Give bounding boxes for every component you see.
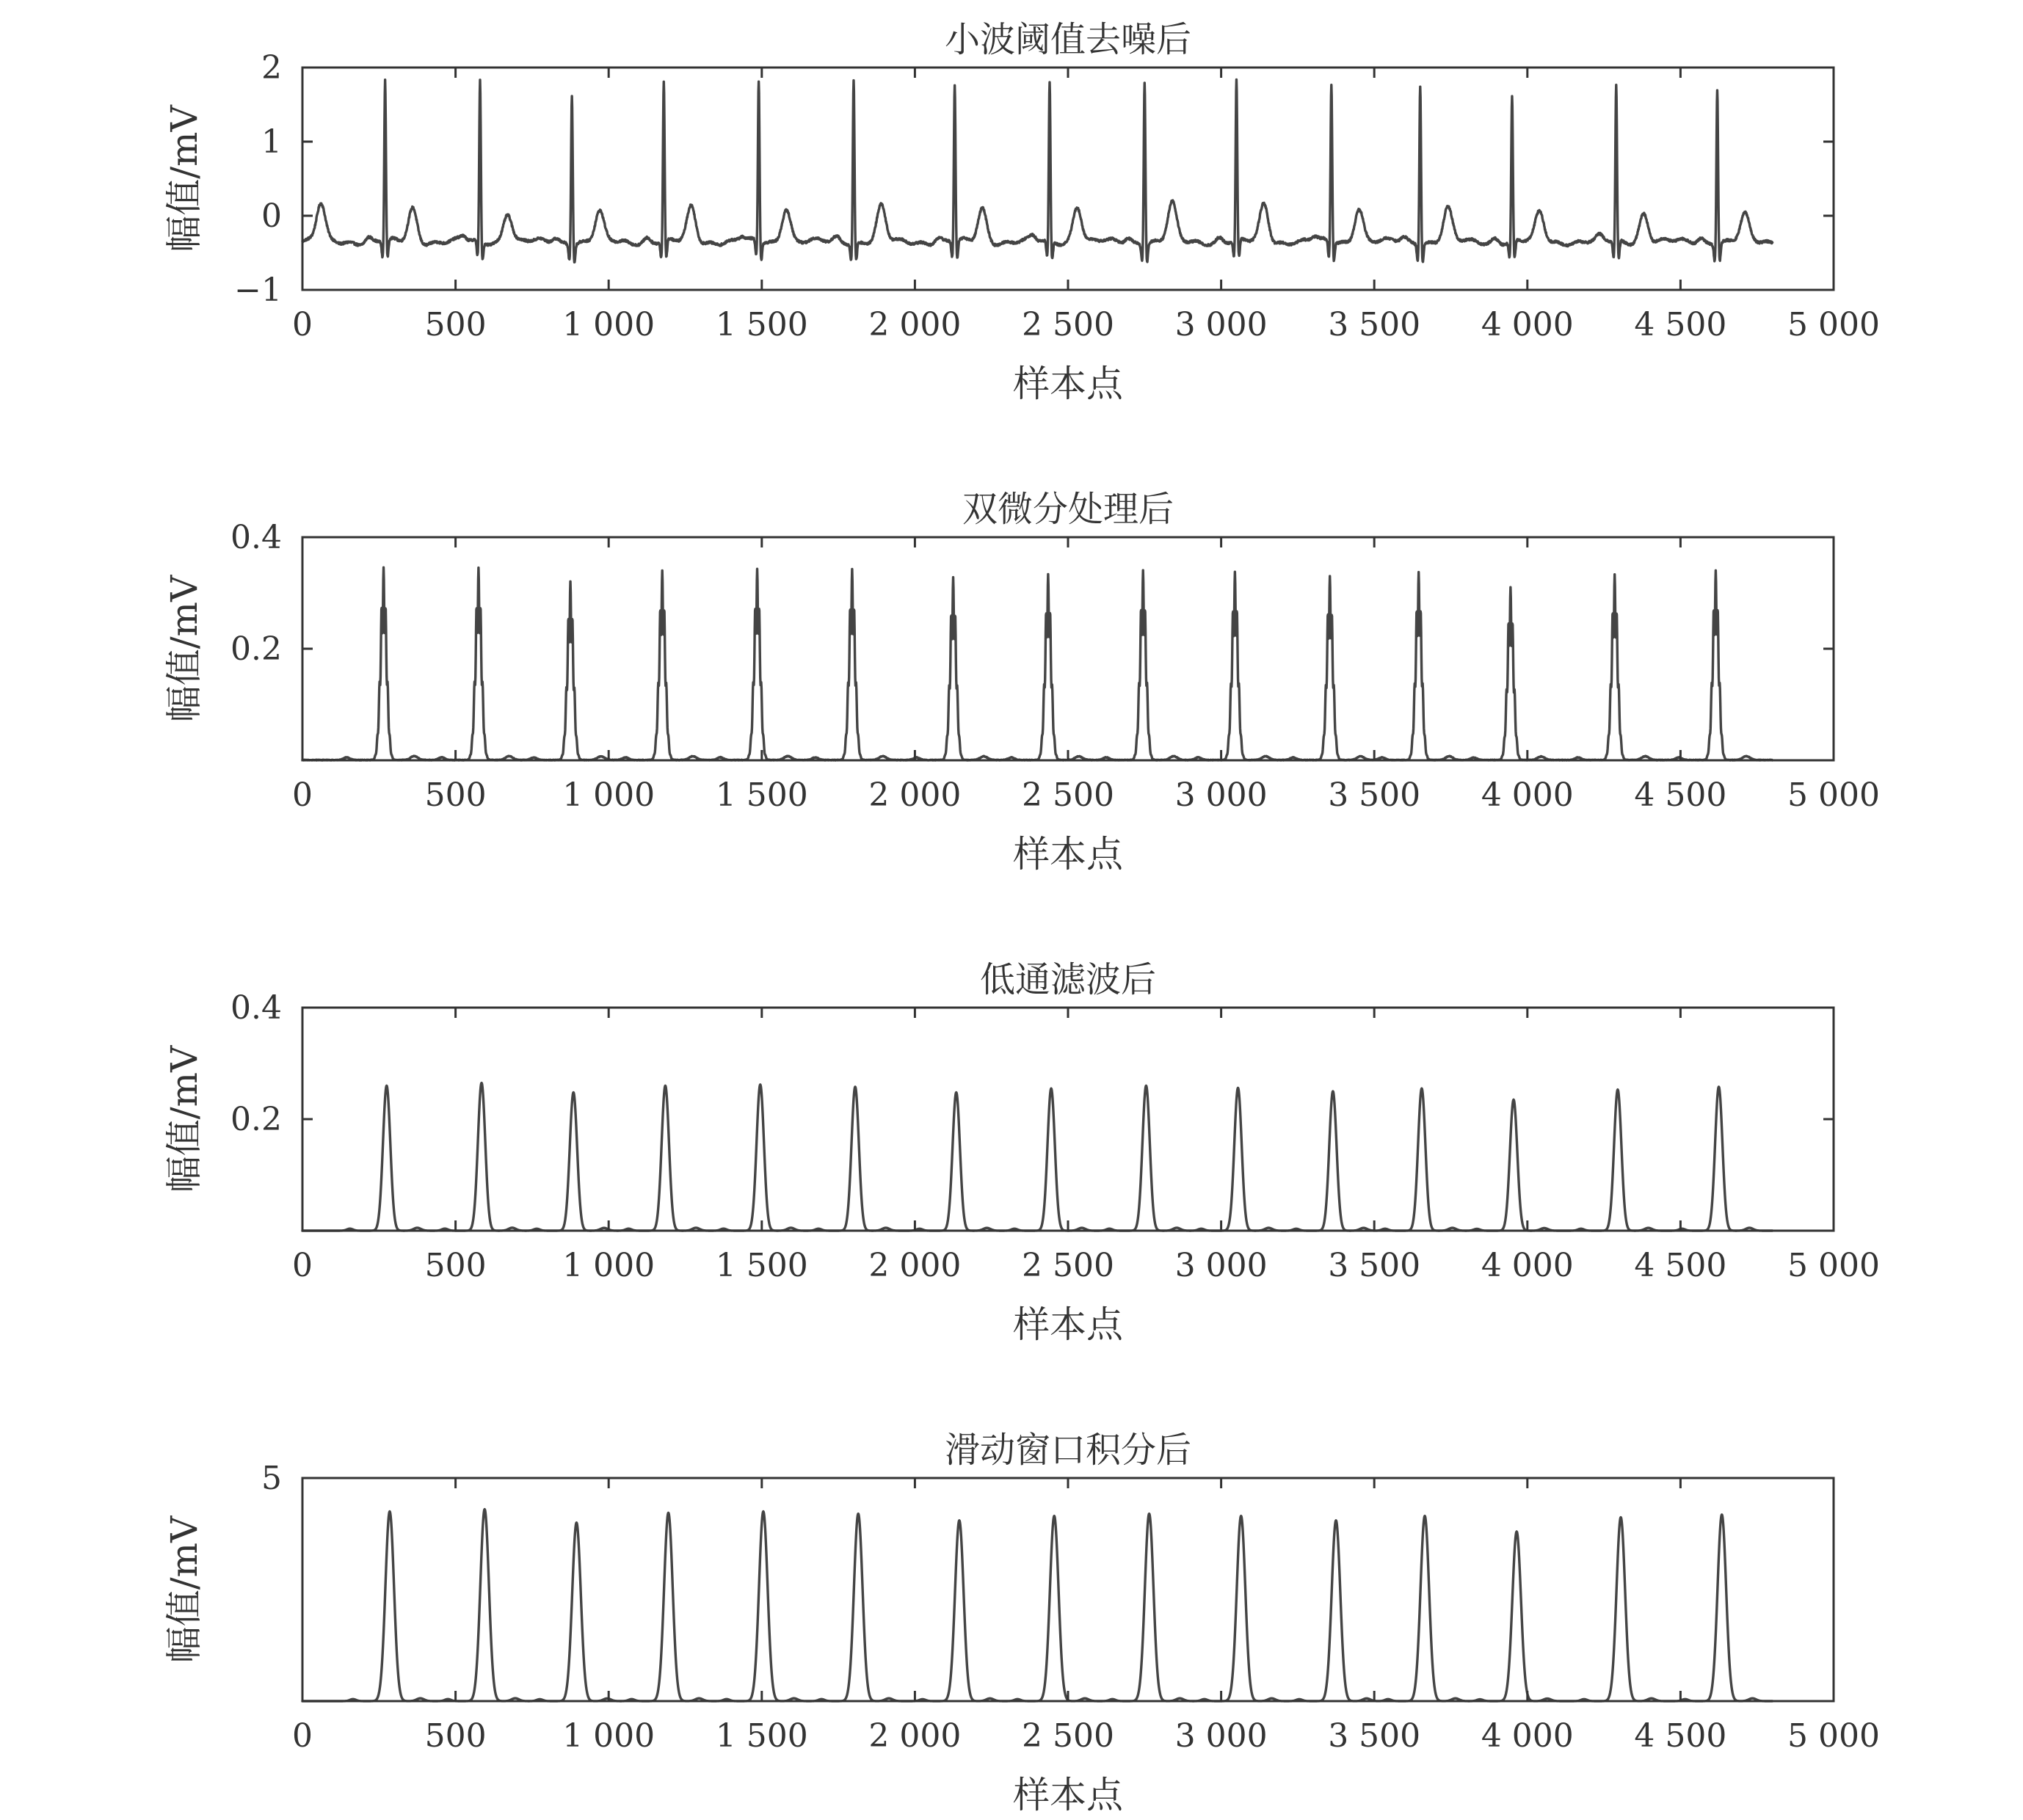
panel-double-difference [163, 489, 1880, 876]
x-tick-label: 2 500 [1022, 776, 1114, 814]
x-tick-label: 5 000 [1787, 306, 1880, 343]
plot-frame [302, 1478, 1834, 1701]
x-tick-label: 2 500 [1022, 306, 1114, 343]
x-tick-label: 3 500 [1328, 1717, 1421, 1755]
x-tick-label: 0 [292, 1247, 313, 1284]
x-tick-label: 3 500 [1328, 776, 1421, 814]
series-line [302, 79, 1773, 262]
y-axis-label: 幅值/mV [163, 1515, 206, 1664]
x-tick-label: 2 500 [1022, 1247, 1114, 1284]
y-tick-label: 0.2 [230, 630, 282, 668]
x-tick-label: 500 [424, 1717, 487, 1755]
series-line [302, 1510, 1773, 1701]
x-tick-label: 2 500 [1022, 1717, 1114, 1755]
x-tick-label: 0 [292, 776, 313, 814]
series-line [302, 1083, 1773, 1231]
x-tick-label: 2 000 [868, 1247, 962, 1284]
x-tick-label: 500 [424, 306, 487, 343]
x-tick-label: 2 000 [868, 776, 962, 814]
y-axis-label: 幅值/mV [163, 105, 206, 252]
panel-lowpass-filtered [163, 959, 1880, 1346]
x-tick-label: 2 000 [868, 306, 962, 343]
x-tick-label: 4 000 [1481, 1247, 1574, 1284]
y-tick-label: 0.2 [230, 1101, 282, 1138]
x-tick-label: 5 000 [1787, 1717, 1880, 1755]
x-tick-label: 3 000 [1174, 1247, 1268, 1284]
x-tick-label: 4 000 [1481, 776, 1574, 814]
y-tick-label: 0.4 [230, 989, 282, 1027]
x-tick-label: 5 000 [1787, 776, 1880, 814]
x-tick-label: 1 500 [715, 1717, 808, 1755]
panel-moving-window-integration [163, 1430, 1880, 1816]
x-tick-label: 5 000 [1787, 1247, 1880, 1284]
x-tick-label: 4 000 [1481, 1717, 1574, 1755]
x-tick-label: 500 [424, 776, 487, 814]
x-tick-label: 4 500 [1634, 306, 1727, 343]
series-line [302, 567, 1773, 760]
x-tick-label: 1 000 [562, 1717, 655, 1755]
y-tick-label: 1 [261, 123, 282, 161]
panel-title: 滑动窗口积分后 [944, 1430, 1192, 1471]
x-axis-label: 样本点 [1013, 833, 1123, 876]
x-tick-label: 1 000 [562, 1247, 655, 1284]
x-axis-label: 样本点 [1013, 363, 1123, 405]
plot-frame [302, 68, 1834, 290]
x-tick-label: 500 [424, 1247, 487, 1284]
x-tick-label: 4 500 [1634, 1717, 1727, 1755]
y-tick-label: 0 [261, 197, 282, 235]
x-tick-label: 1 500 [715, 306, 808, 343]
plot-frame [302, 537, 1834, 760]
x-axis-label: 样本点 [1013, 1303, 1123, 1346]
x-tick-label: 4 500 [1634, 776, 1727, 814]
x-axis-label: 样本点 [1013, 1774, 1123, 1816]
x-tick-label: 3 500 [1328, 306, 1421, 343]
y-tick-label: −1 [234, 272, 282, 309]
x-tick-label: 1 500 [715, 1247, 808, 1284]
x-tick-label: 4 500 [1634, 1247, 1727, 1284]
x-tick-label: 0 [292, 1717, 313, 1755]
y-tick-label: 5 [261, 1460, 282, 1497]
y-tick-label: 0.4 [230, 519, 282, 556]
x-tick-label: 4 000 [1481, 306, 1574, 343]
y-axis-label: 幅值/mV [163, 1045, 206, 1193]
y-axis-label: 幅值/mV [163, 575, 206, 723]
panel-title: 低通滤波后 [979, 959, 1157, 1000]
x-tick-label: 1 500 [715, 776, 808, 814]
y-tick-label: 2 [261, 49, 282, 87]
x-tick-label: 3 000 [1174, 306, 1268, 343]
x-tick-label: 1 000 [562, 776, 655, 814]
panel-wavelet-denoised [163, 19, 1880, 405]
x-tick-label: 2 000 [868, 1717, 962, 1755]
x-tick-label: 1 000 [562, 306, 655, 343]
panel-title: 双微分处理后 [962, 489, 1174, 530]
plot-frame [302, 1008, 1834, 1231]
x-tick-label: 3 000 [1174, 1717, 1268, 1755]
x-tick-label: 3 500 [1328, 1247, 1421, 1284]
panel-title: 小波阈值去噪后 [944, 19, 1192, 60]
x-tick-label: 3 000 [1174, 776, 1268, 814]
x-tick-label: 0 [292, 306, 313, 343]
